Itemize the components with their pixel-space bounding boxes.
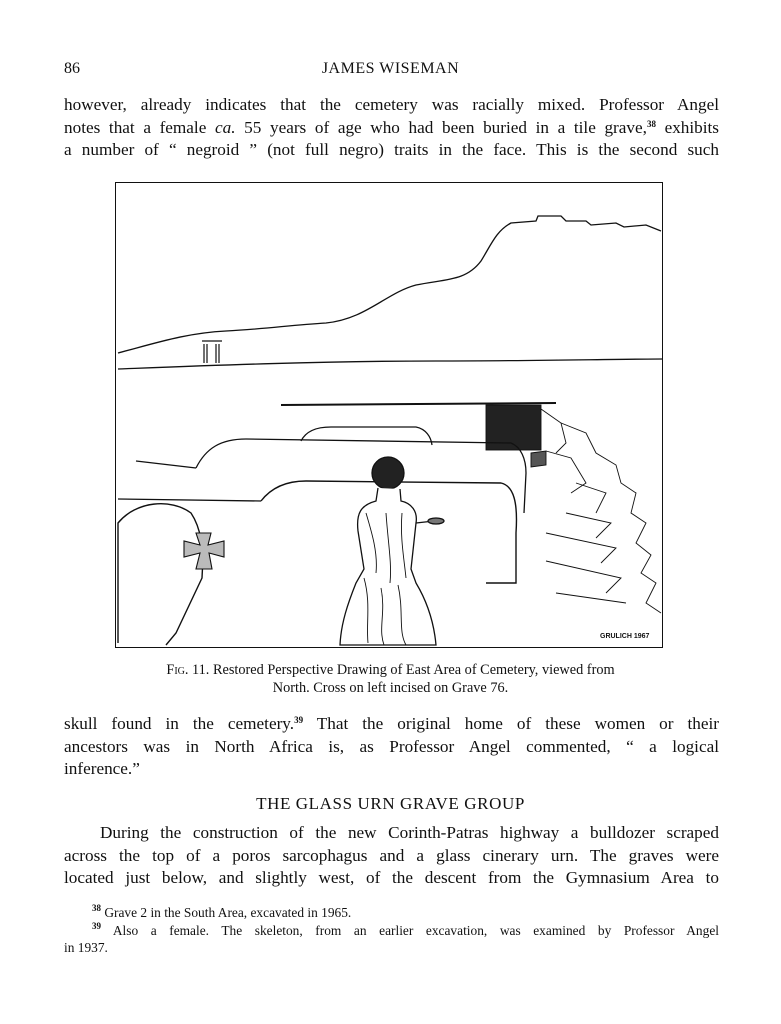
footnotes [64, 904, 719, 957]
temple-ruin [202, 341, 222, 363]
paragraph-1 [64, 94, 719, 162]
incised-cross-icon [184, 533, 224, 569]
footnote-38: $^{38}$ Grave 2 in the South Area, excavated in 1965. [92, 903, 352, 920]
woman-figure [340, 457, 444, 645]
cemetery-drawing [116, 183, 663, 648]
caption-label: Fig. 11. [166, 662, 210, 678]
sarcophagus-middle [196, 439, 526, 513]
caption-line-1: Fig. 11. Restored Perspective Drawing of East Area of Cemetery, viewed from [166, 662, 615, 678]
footnote-39-cont: in 1937. [64, 940, 108, 955]
paragraph-1-line-2: notes that a female ca. 55 years of age who had been buried in a tile grave,$^{38}$ exhibits [64, 117, 719, 137]
page-number: 86 [64, 60, 80, 77]
paragraph-3-line-3: located just below, and slightly west, of the descent from the Gymnasium Area to [64, 868, 719, 887]
figure-illustration [115, 182, 663, 648]
mountain-ridge [118, 216, 661, 353]
paragraph-2 [64, 713, 719, 781]
footnote-ref-39[interactable]: 39 [294, 715, 304, 725]
figure-caption [100, 661, 681, 697]
running-head: JAMES WISEMAN [321, 60, 460, 77]
paragraph-3-line-2: across the top of a poros sarcophagus and a glass cinerary urn. The graves were [64, 845, 719, 865]
paragraph-3-line-1: During the construction of the new Corinth-Patras highway a bulldozer scraped [100, 823, 719, 842]
signature: GRULICH 1967 [600, 633, 650, 640]
paragraph-1-line-1: however, already indicates that the cemetery was racially mixed. Professor Angel [64, 95, 719, 114]
paragraph-3 [64, 822, 719, 890]
paragraph-2-line-2: ancestors was in North Africa is, as Professor Angel commented, “ a logical [64, 736, 719, 756]
footnote-39: $^{39}$ Also a female. The skeleton, from an earlier excavation, was examined by Professor Angel [92, 920, 719, 938]
paragraph-2-line-3: inference.” [64, 759, 140, 778]
paragraph-2-line-1: skull found in the cemetery.$^{39}$ That the original home of these women or their [64, 714, 719, 733]
trench-wall [486, 405, 661, 613]
caption-line-2: North. Cross on left incised on Grave 76. [272, 680, 509, 696]
horizon-line [118, 359, 662, 369]
footnote-ref-38[interactable]: 38 [646, 118, 656, 129]
section-title: THE GLASS URN GRAVE GROUP [256, 794, 525, 813]
paragraph-1-line-3: a number of “ negroid ” (not full negro) traits in the face. This is the second such [64, 140, 719, 159]
sarcophagus-far [301, 427, 432, 445]
sarcophagus-left [118, 504, 203, 645]
